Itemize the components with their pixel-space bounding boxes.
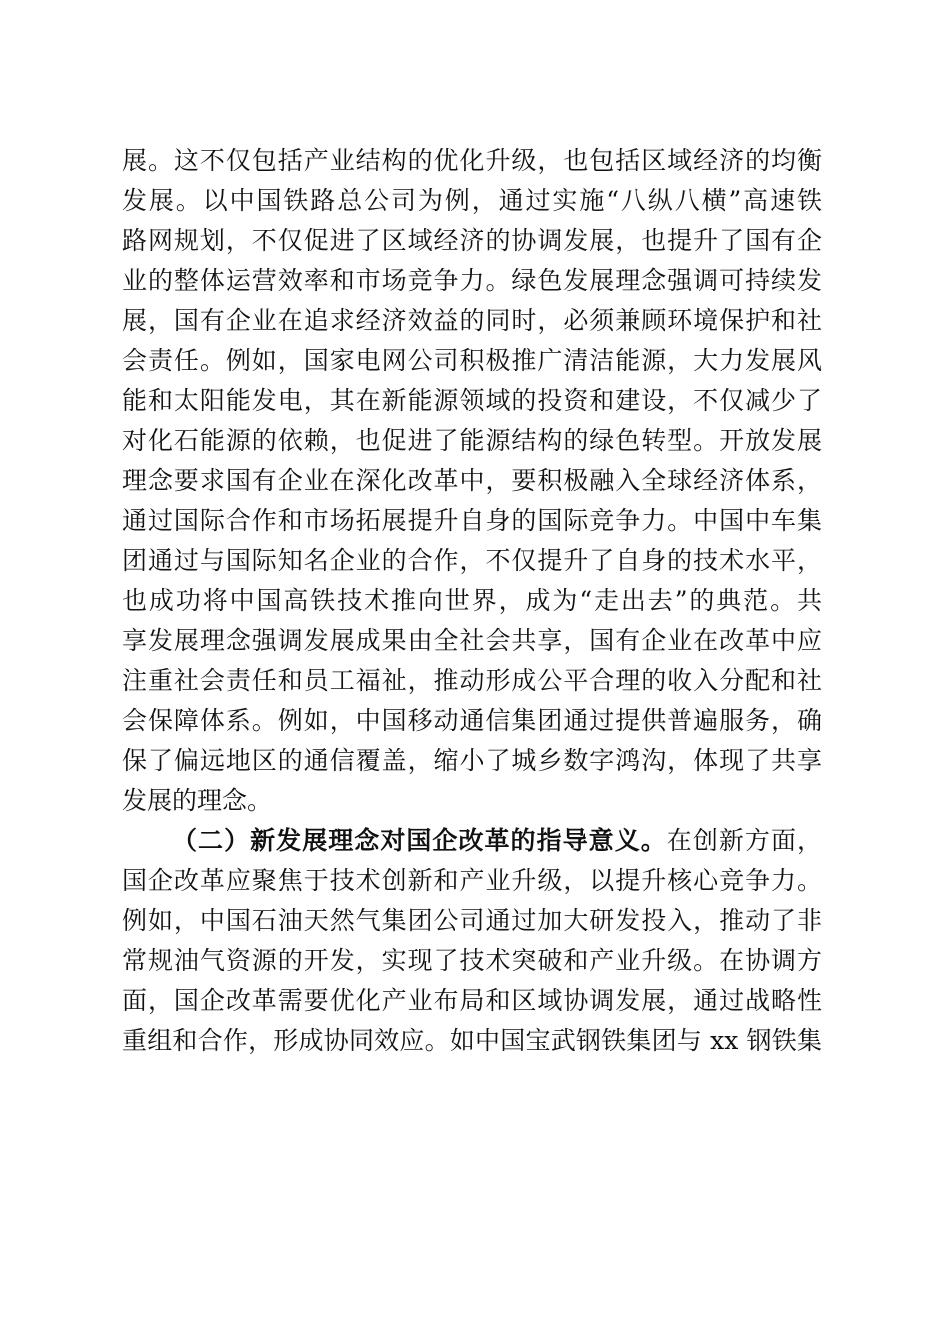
paragraph-line: 业的整体运营效率和市场竞争力。绿色发展理念强调可持续发: [122, 266, 822, 295]
paragraph-line: 发展的理念。: [122, 786, 273, 815]
section-heading: （二）新发展理念对国企改革的指导意义。: [172, 826, 667, 855]
paragraph-line: 会责任。例如，国家电网公司积极推广清洁能源，大力发展风: [122, 346, 822, 375]
paragraph-line: 注重社会责任和员工福祉，推动形成公平合理的收入分配和社: [122, 666, 822, 695]
paragraph-line: 例如，中国石油天然气集团公司通过加大研发投入，推动了非: [122, 906, 822, 935]
paragraph-line: 保了偏远地区的通信覆盖，缩小了城乡数字鸿沟，体现了共享: [122, 746, 822, 775]
paragraph-line: 享发展理念强调发展成果由全社会共享，国有企业在改革中应: [122, 626, 822, 655]
paragraph-line: 重组和合作，形成协同效应。如中国宝武钢铁集团与 xx 钢铁集: [122, 1026, 822, 1055]
paragraph-line: 展，国有企业在追求经济效益的同时，必须兼顾环境保护和社: [122, 306, 822, 335]
paragraph-line: 能和太阳能发电，其在新能源领域的投资和建设，不仅减少了: [122, 386, 822, 415]
paragraph-line: 展。这不仅包括产业结构的优化升级，也包括区域经济的均衡: [122, 146, 822, 175]
paragraph-line: 理念要求国有企业在深化改革中，要积极融入全球经济体系，: [122, 466, 822, 495]
section-heading-rest: 在创新方面，: [666, 826, 822, 855]
paragraph-line: 团通过与国际知名企业的合作，不仅提升了自身的技术水平，: [122, 546, 822, 575]
paragraph-line: 发展。以中国铁路总公司为例，通过实施“八纵八横”高速铁: [122, 186, 822, 215]
paragraph-line: 路网规划，不仅促进了区域经济的协调发展，也提升了国有企: [122, 226, 822, 255]
paragraph-line: 对化石能源的依赖，也促进了能源结构的绿色转型。开放发展: [122, 426, 822, 455]
paragraph-line: 国企改革应聚焦于技术创新和产业升级，以提升核心竞争力。: [122, 866, 822, 895]
paragraph-line: 面，国企改革需要优化产业布局和区域协调发展，通过战略性: [122, 986, 822, 1015]
paragraph-line: 通过国际合作和市场拓展提升自身的国际竞争力。中国中车集: [122, 506, 822, 535]
paragraph-line: 常规油气资源的开发，实现了技术突破和产业升级。在协调方: [122, 946, 822, 975]
section-heading-line: [172, 821, 822, 861]
paragraph-line: 会保障体系。例如，中国移动通信集团通过提供普遍服务，确: [122, 706, 822, 735]
paragraph-line: 也成功将中国高铁技术推向世界，成为“走出去”的典范。共: [122, 586, 822, 615]
